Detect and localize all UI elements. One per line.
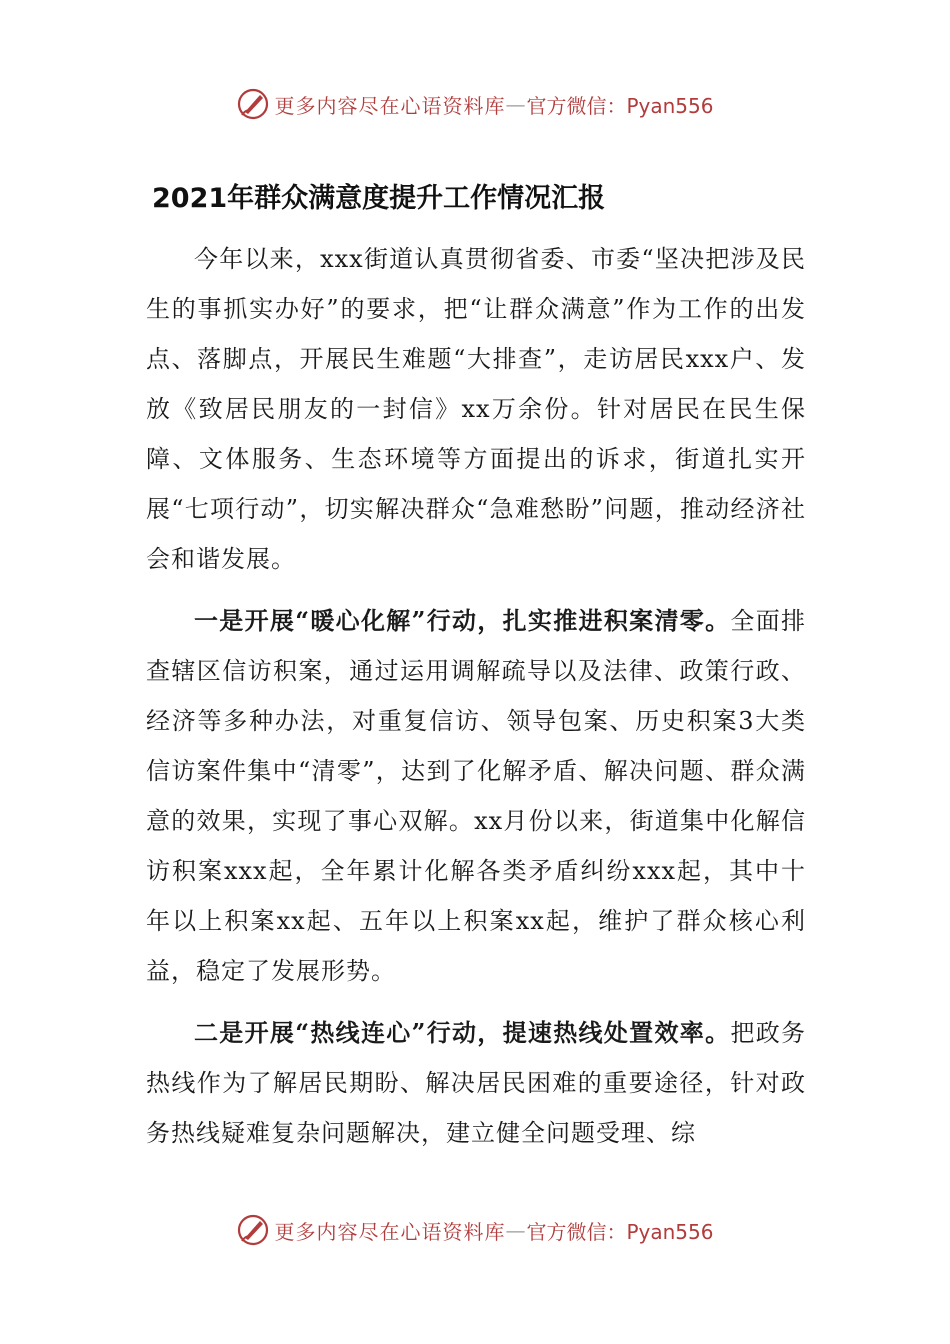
document-title: 2021年群众满意度提升工作情况汇报	[152, 183, 606, 214]
section-paragraph-1	[146, 596, 806, 996]
header-banner	[0, 84, 950, 124]
section-body-2: 把政务热线作为了解居民期盼、解决居民困难的重要途径，针对政务热线疑难复杂问题解决，建立健全问题受理、综	[146, 1019, 807, 1147]
quill-pen-logo-icon	[236, 87, 270, 121]
banner-separator: —	[505, 1218, 527, 1242]
intro-paragraph: 今年以来，xxx街道认真贯彻省委、市委“坚决把涉及民生的事抓实办好”的要求，把“让群众满意”作为工作的出发点、落脚点，开展民生难题“大排查”，走访居民xxx户、发放《致居民朋友的一封信》xx万余份。针对居民在民生保障、文体服务、生态环境等方面提出的诉求，街道扎实开展“七项行动”，切实解决群众“急难愁盼”问题，推动经济社会和谐发展。	[146, 245, 806, 573]
banner-wechat: 官方微信：Pyan556	[526, 1219, 714, 1244]
banner-separator: —	[505, 92, 527, 116]
section-body-1: 全面排查辖区信访积案，通过运用调解疏导以及法律、政策行政、经济等多种办法，对重复信访、领导包案、历史积案3大类信访案件集中“清零”，达到了化解矛盾、解决问题、群众满意的效果，实现了事心双解。xx月份以来，街道集中化解信访积案xxx起，全年累计化解各类矛盾纠纷xxx起，其中十年以上积案xx起、五年以上积案xx起，维护了群众核心利益，稳定了发展形势。	[146, 607, 807, 985]
section-paragraph-2	[146, 1008, 806, 1158]
banner-wechat: 官方微信：Pyan556	[526, 93, 714, 118]
section-lead-1: 一是开展“暖心化解”行动，扎实推进积案清零。	[194, 606, 731, 635]
footer-banner	[0, 1210, 950, 1250]
section-lead-2: 二是开展“热线连心”行动，提速热线处置效率。	[194, 1018, 731, 1047]
banner-text: 更多内容尽在心语资料库	[274, 1219, 506, 1244]
quill-pen-logo-icon	[236, 1213, 270, 1247]
document-body	[146, 234, 806, 1158]
banner-text: 更多内容尽在心语资料库	[274, 93, 506, 118]
